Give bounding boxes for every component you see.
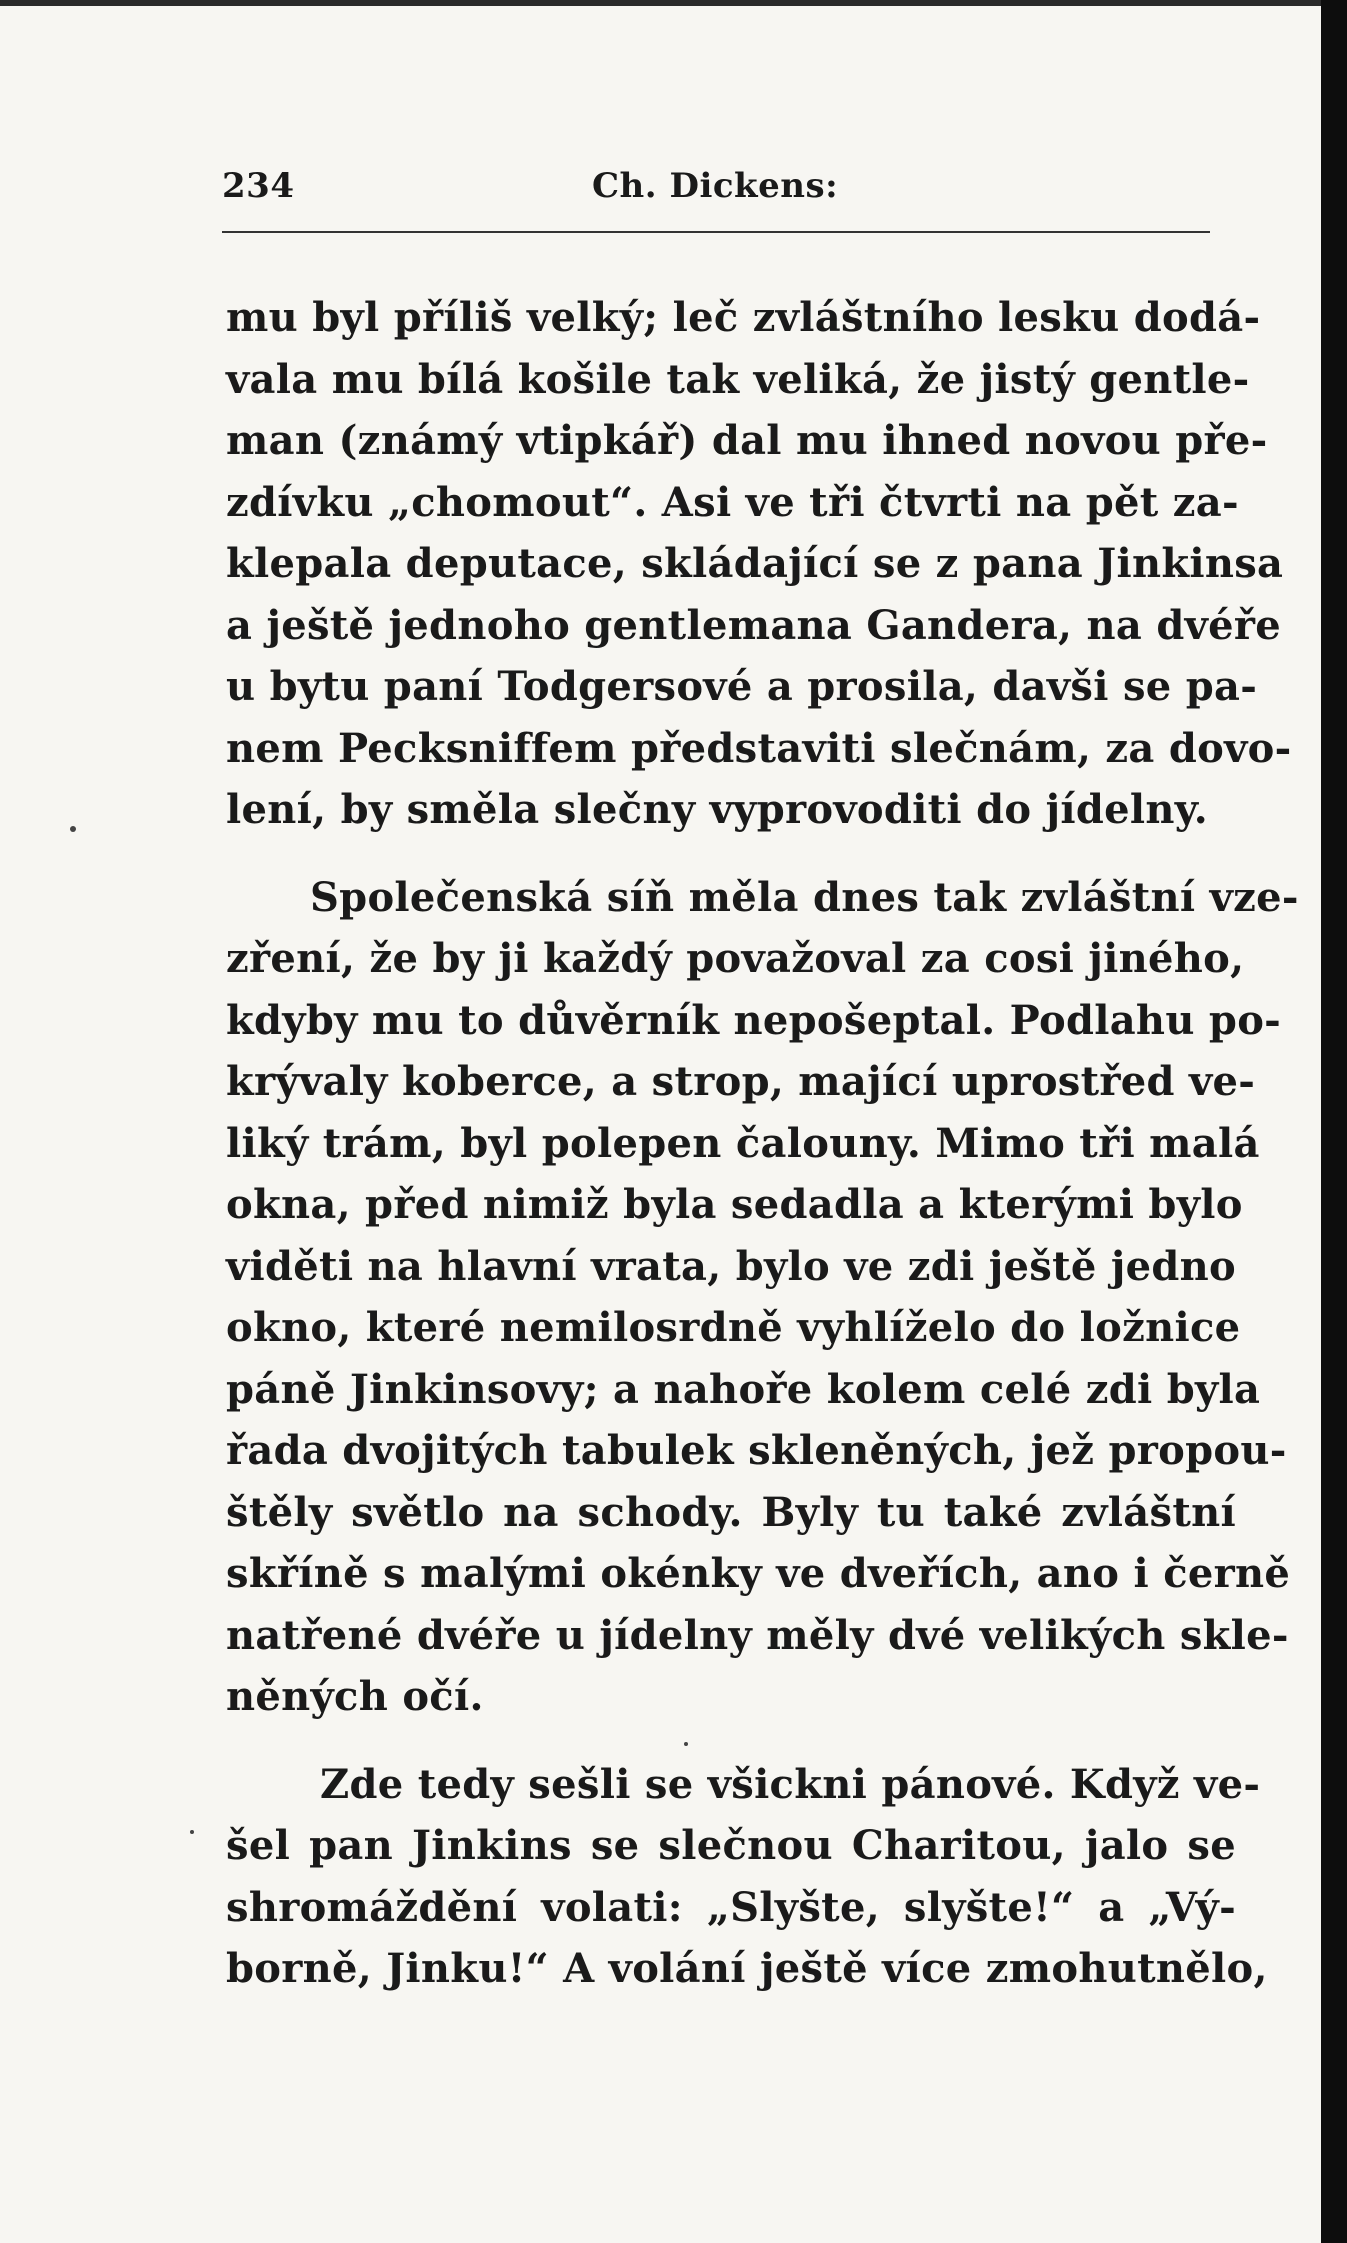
text-line: kdyby mu to důvěrník nepošeptal. Podlahu po-	[226, 996, 1282, 1044]
text-line: Společenská síň měla dnes tak zvláštní vze-	[310, 873, 1299, 921]
text-line: okna, před nimiž byla sedadla a kterými bylo	[226, 1181, 1243, 1228]
text-line: vala mu bílá košile tak veliká, že jistý gentle-	[226, 355, 1250, 403]
paragraph-gap	[226, 1728, 1236, 1754]
paragraph	[226, 1754, 1268, 2000]
text-line: u bytu paní Todgersové a prosila, davši se pa-	[226, 663, 1258, 710]
text-line: zdívku „chomout“. Asi ve tři čtvrti na pět za-	[226, 478, 1239, 526]
paragraph-gap	[226, 841, 1236, 867]
scan-speck	[70, 826, 76, 832]
text-line: páně Jinkinsovy; a nahoře kolem celé zdi byla	[226, 1365, 1261, 1413]
text-line: man (známý vtipkář) dal mu ihned novou pře-	[226, 417, 1268, 464]
text-line: zření, že by ji každý považoval za cosi jiného,	[226, 935, 1245, 982]
running-head: Ch. Dickens:	[592, 166, 839, 206]
text-line: Zde tedy sešli se všickni pánové. Když ve-	[320, 1760, 1261, 1808]
scan-right-edge	[1321, 0, 1347, 2243]
scan-top-edge	[0, 0, 1347, 6]
text-line: štěly světlo na schody. Byly tu také zvláštní	[226, 1488, 1236, 1536]
text-line: řada dvojitých tabulek skleněných, jež propou-	[226, 1427, 1287, 1474]
text-line: a ještě jednoho gentlemana Gandera, na dvéře	[226, 601, 1281, 649]
text-line: liký trám, byl polepen čalouny. Mimo tři malá	[226, 1119, 1260, 1167]
text-line: viděti na hlavní vrata, bylo ve zdi ještě jedno	[226, 1242, 1236, 1290]
text-line: krývaly koberce, a strop, mající uprostřed ve-	[226, 1058, 1256, 1105]
page-number: 234	[222, 166, 295, 206]
text-line: natřené dvéře u jídelny měly dvé velikých skle-	[226, 1611, 1289, 1659]
text-line: lení, by směla slečny vyprovoditi do jídelny.	[226, 786, 1208, 833]
text-line: skříně s malými okénky ve dveřích, ano i černě	[226, 1550, 1291, 1597]
text-line: shromáždění volati: „Slyšte, slyšte!“ a „Vý-	[226, 1883, 1236, 1931]
header-rule	[222, 231, 1210, 233]
text-line: borně, Jinku!“ A volání ještě více zmohutnělo,	[226, 1945, 1268, 1992]
paragraph	[226, 867, 1299, 1728]
scan-speck	[190, 1830, 194, 1834]
text-line: něných očí.	[226, 1673, 484, 1720]
text-line: šel pan Jinkins se slečnou Charitou, jalo se	[226, 1822, 1236, 1869]
page-header	[222, 166, 1210, 226]
text-line: nem Pecksniffem představiti slečnám, za dovo-	[226, 724, 1292, 772]
text-line: okno, které nemilosrdně vyhlíželo do ložnice	[226, 1304, 1241, 1351]
text-line: klepala deputace, skládající se z pana Jinkinsa	[226, 540, 1284, 587]
paragraph	[226, 287, 1292, 841]
text-line: mu byl příliš velký; leč zvláštního lesku dodá-	[226, 294, 1261, 341]
body-text	[226, 287, 1299, 2000]
